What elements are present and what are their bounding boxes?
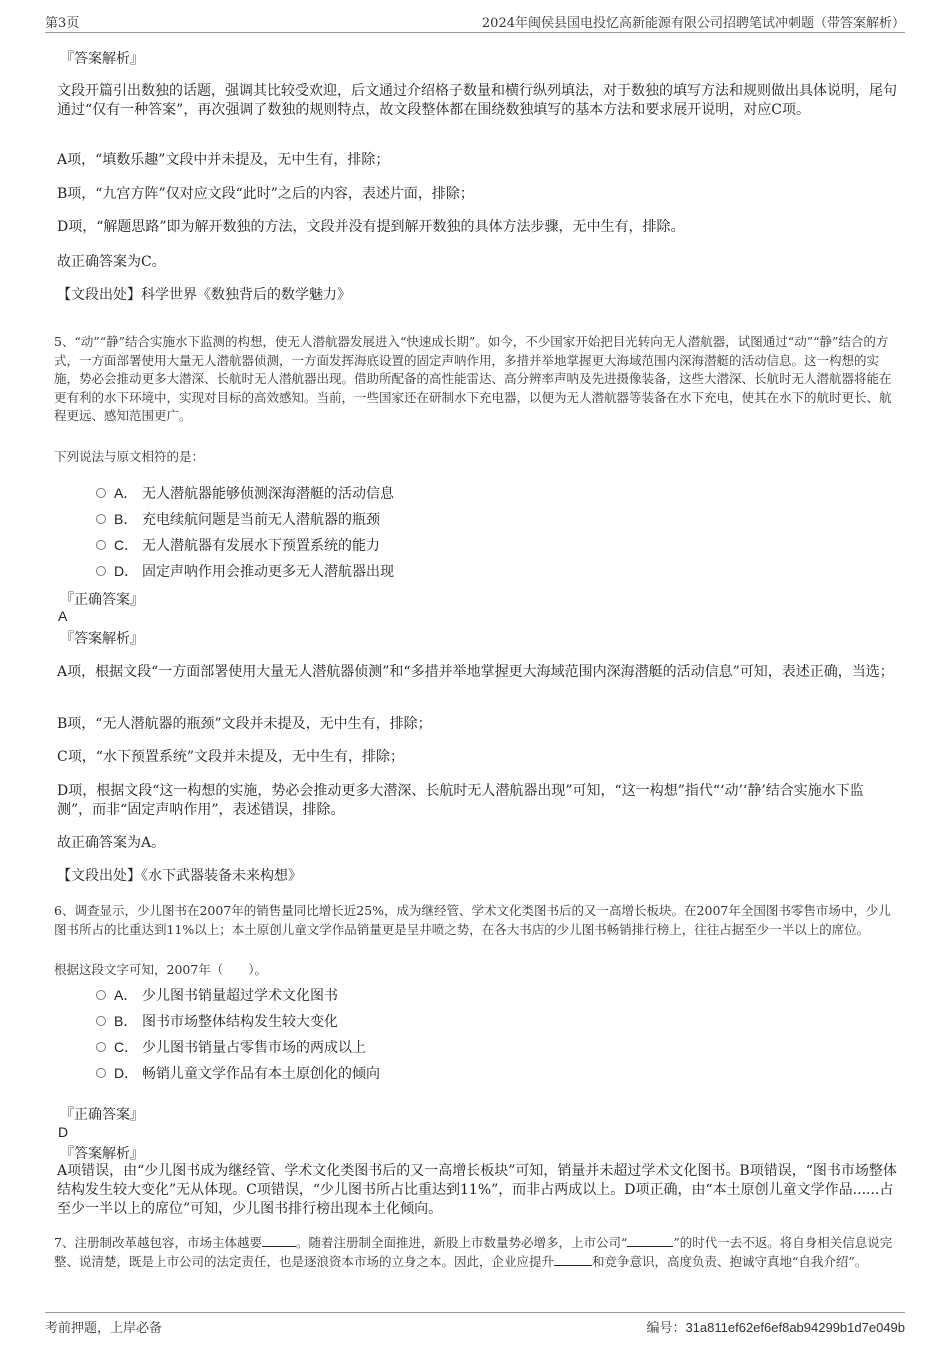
q6-stem: 6、调查显示，少儿图书在2007年的销售量同比增长近25%，成为继经管、学术文化类图书后的又一高增长板块。在2007年全国图书零售市场中，少儿图书所占的比重达到11%以上；本土原创儿童文学作品销量更是呈井喷之势，在各大书店的少儿图书畅销排行榜上，往往占据至少一半以上的席位。	[54, 903, 891, 937]
q5-option-c[interactable]: C． 无人潜航器有发展水下预置系统的能力	[96, 535, 380, 555]
q4-analysis-intro: 文段开篇引出数独的话题，强调其比较受欢迎，后文通过介绍格子数量和横行纵列填法，对于数独的填写方法和规则做出具体说明，尾句通过“仅有一种答案”，再次强调了数独的规则特点，故文段整体都在围绕数独填写的基本方法和要求展开说明，对应C项。	[57, 83, 897, 118]
q6-question: 根据这段文字可知，2007年（ ）。	[54, 962, 268, 977]
q6-answer-label: 『正确答案』	[60, 1107, 144, 1123]
q5-question: 下列说法与原文相符的是：	[54, 449, 205, 464]
q6-analysis-label: 『答案解析』	[60, 1146, 144, 1162]
q6-option-c[interactable]: C． 少儿图书销量占零售市场的两成以上	[96, 1037, 366, 1057]
q5-option-d[interactable]: D． 固定声呐作用会推动更多无人潜航器出现	[96, 561, 394, 581]
q5-stem: 5、“动”“静”结合实施水下监测的构想，使无人潜航器发展进入“快速成长期”。如今，不少国家开始把目光转向无人潜航器，试图通过“动”“静”结合的方式，一方面部署使用大量无人潜航器侦测，一方面发挥海底设置的固定声呐作用，多措并举地掌握更大海域范围内深海潜艇的活动信息。这一构想的实施，势必会推动更多大潜深、长航时无人潜航器出现。借助所配备的高性能雷达、高分辨率声呐及先进摄像装备，这些大潜深、长航时无人潜航器将能在更有利的水下环境中，实现对目标的高效感知。当前，一些国家还在研制水下充电器，以便为无人潜航器等装备在水下充电，使其在水下的航时更长、航程更远、感知范围更广。	[54, 334, 892, 423]
q4-conclusion: 故正确答案为C。	[57, 254, 166, 270]
q5-answer-label: 『正确答案』	[60, 592, 144, 608]
q5-analysis-d: D项，根据文段“这一构想的实施，势必会推动更多大潜深、长航时无人潜航器出现”可知，“这一构想”指代“‘动’‘静’结合实施水下监测”，而非“固定声呐作用”，表述错误，排除。	[57, 783, 864, 818]
q6-option-d[interactable]: D． 畅销儿童文学作品有本土原创化的倾向	[96, 1063, 380, 1083]
blank-2[interactable]	[627, 1234, 673, 1247]
q5-analysis-a: A项，根据文段“一方面部署使用大量无人潜航器侦测”和“多措并举地掌握更大海域范围内深海潜艇的活动信息”可知，表述正确，当选；	[57, 664, 894, 680]
document-id: 编号：31a811ef62ef6ef8ab94299b1d7e049b	[646, 1320, 905, 1335]
page-footer	[45, 1312, 905, 1337]
page-number: 第3页	[45, 16, 80, 31]
radio-icon[interactable]	[96, 540, 106, 550]
q6-option-a[interactable]: A． 少儿图书销量超过学术文化图书	[96, 985, 338, 1005]
q5-analysis-label: 『答案解析』	[60, 631, 144, 647]
q4-analysis-a: A项，“填数乐趣”文段中并未提及，无中生有，排除；	[57, 152, 390, 168]
q7-stem: 7、注册制改革越包容，市场主体越要 。随着注册制全面推进，新股上市数量势必增多，上市公司“ ”的时代一去不返。将自身相关信息说完整、说清楚，既是上市公司的法定责任，也是逐浪资本市场的立身之本。因此，企业应提升 和竞争意识，高度负责、抱诚守真地“自我介绍”。	[54, 1235, 893, 1269]
q6-answer: D	[58, 1124, 69, 1140]
q5-analysis-c: C项，“水下预置系统”文段并未提及，无中生有，排除；	[57, 749, 405, 765]
footer-slogan: 考前押题，上岸必备	[45, 1321, 163, 1336]
blank-3[interactable]	[554, 1253, 592, 1266]
q6-option-b[interactable]: B． 图书市场整体结构发生较大变化	[96, 1011, 338, 1031]
blank-1[interactable]	[262, 1234, 296, 1247]
q5-option-b[interactable]: B． 充电续航问题是当前无人潜航器的瓶颈	[96, 509, 380, 529]
radio-icon[interactable]	[96, 566, 106, 576]
q5-option-a[interactable]: A． 无人潜航器能够侦测深海潜艇的活动信息	[96, 483, 394, 503]
radio-icon[interactable]	[96, 514, 106, 524]
radio-icon[interactable]	[96, 990, 106, 1000]
document-title: 2024年闽侯县国电投忆高新能源有限公司招聘笔试冲刺题（带答案解析）	[481, 16, 905, 31]
radio-icon[interactable]	[96, 1042, 106, 1052]
radio-icon[interactable]	[96, 1016, 106, 1026]
q5-answer: A	[58, 608, 68, 624]
q4-analysis-d: D项，“解题思路”即为解开数独的方法，文段并没有提到解开数独的具体方法步骤，无中生有，排除。	[57, 219, 685, 235]
q4-source: 【文段出处】科学世界《数独背后的数学魅力》	[57, 287, 351, 303]
radio-icon[interactable]	[96, 1068, 106, 1078]
q5-conclusion: 故正确答案为A。	[57, 835, 166, 851]
page-header	[45, 10, 905, 33]
q6-analysis: A项错误，由“少儿图书成为继经管、学术文化类图书后的又一高增长板块”可知，销量并未超过学术文化图书。B项错误，“图书市场整体结构发生较大变化”无从体现。C项错误，“少儿图书所占比重达到11%”，而非占两成以上。D项正确，由“本土原创儿童文学作品......占至少一半以上的席位”可知，少儿图书排行榜出现本土化倾向。	[57, 1163, 897, 1217]
q4-analysis-b: B项，“九宫方阵”仅对应文段“此时”之后的内容，表述片面，排除；	[57, 186, 474, 202]
q5-analysis-b: B项，“无人潜航器的瓶颈”文段并未提及，无中生有，排除；	[57, 716, 432, 732]
q5-source: 【文段出处】《水下武器装备未来构想》	[57, 868, 302, 884]
q4-analysis-label: 『答案解析』	[60, 51, 144, 67]
radio-icon[interactable]	[96, 488, 106, 498]
